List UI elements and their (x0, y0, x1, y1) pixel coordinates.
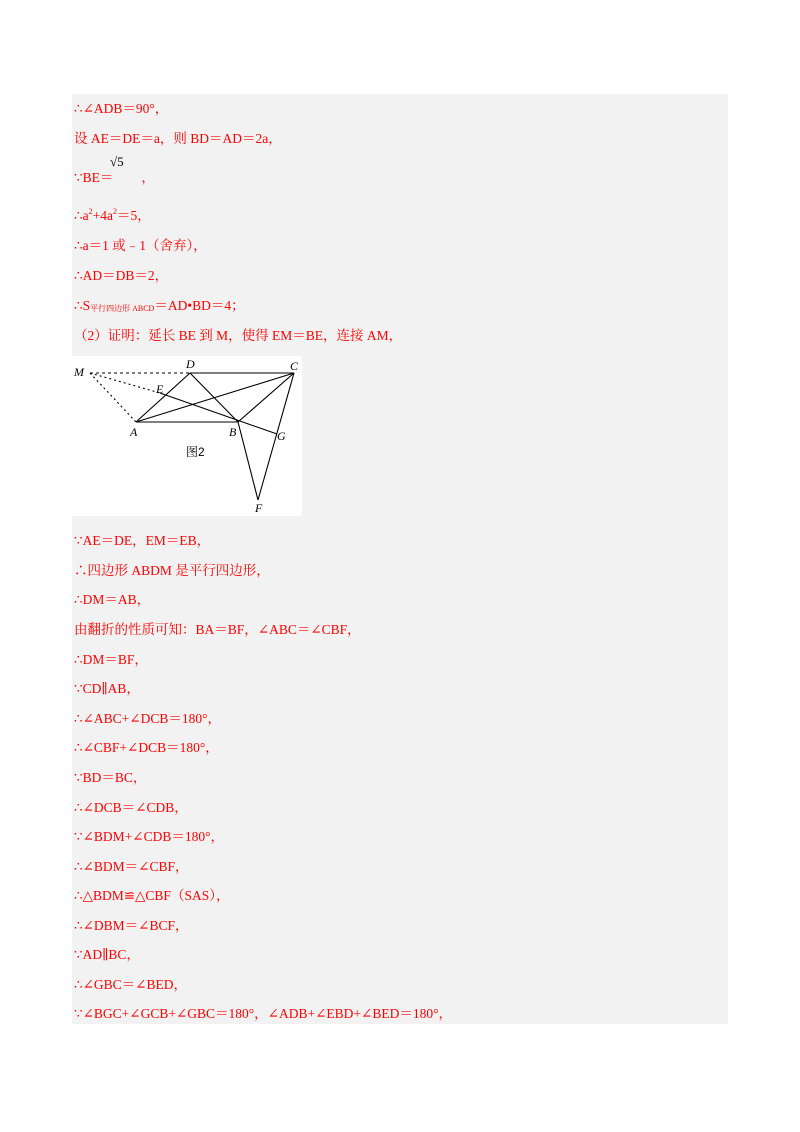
line-text: 由翻折的性质可知：BA＝BF，∠ABC＝∠CBF， (74, 622, 361, 637)
exponent: 2 (88, 207, 93, 216)
line-text: ∵BD＝BC， (74, 770, 147, 785)
line-text: ∴∠CBF+∠DCB＝180°， (74, 740, 219, 755)
segment-me (90, 373, 160, 393)
text-line-9 (74, 533, 210, 549)
line-text: ∴四边形 ABDM 是平行四边形， (74, 563, 270, 578)
segment-ma (90, 373, 136, 422)
line-text: ∴∠ABC+∠DCB＝180°， (74, 711, 221, 726)
figure-caption: 图2 (186, 445, 205, 459)
text-line-7 (74, 298, 245, 317)
line-text: ∵CD∥AB， (74, 681, 140, 696)
solution-block (72, 94, 728, 1024)
text-line-21 (74, 888, 229, 904)
line-text: ∴DM＝AB， (74, 592, 151, 607)
label-g: G (277, 429, 286, 443)
line-text: ∴∠GBC＝∠BED， (74, 977, 187, 992)
label-a: A (130, 425, 138, 439)
line-text: ∴△BDM≌△CBF（SAS）， (74, 888, 230, 903)
geometry-figure (72, 356, 302, 516)
line-text-mid: +4a (92, 208, 113, 223)
line-text: ∴DM＝BF， (74, 652, 148, 667)
segment-cf (258, 373, 294, 500)
text-line-10 (74, 563, 270, 579)
text-line-22 (74, 918, 189, 934)
text-line-4 (74, 208, 151, 224)
line-text: ∴S (74, 298, 91, 313)
label-d: D (186, 357, 195, 371)
line-text: ∵AD∥BC， (74, 947, 140, 962)
subscript: 平行四边形 ABCD (90, 304, 155, 313)
label-e: E (156, 382, 164, 396)
text-line-13 (74, 652, 148, 668)
text-line-14 (74, 681, 140, 697)
label-b: B (229, 425, 237, 439)
line-text-end: ＝5， (116, 208, 151, 223)
label-c: C (290, 359, 299, 373)
text-line-11 (74, 592, 150, 608)
line-text: ∵AE＝DE，EM＝EB， (74, 533, 211, 548)
text-line-16 (74, 740, 219, 756)
sqrt-five: √5 (110, 154, 124, 169)
line-text: ∴a (74, 208, 89, 223)
line-text: 设 AE＝DE＝a，则 BD＝AD＝2a， (74, 131, 282, 146)
figure-svg (72, 356, 302, 516)
exponent: 2 (112, 207, 117, 216)
line-text: ∴∠DCB＝∠CDB， (74, 800, 188, 815)
text-line-15 (74, 711, 221, 727)
segment-bc (238, 373, 294, 422)
line-text: ∵∠BGC+∠GCB+∠GBC＝180°，∠ADB+∠EBD+∠BED＝180°， (74, 1006, 452, 1021)
text-line-1 (74, 101, 168, 117)
text-line-3 (74, 170, 155, 186)
line-text: ∴a＝1 或﹣1（舍弃）， (74, 238, 207, 253)
segment-eg (160, 393, 277, 434)
text-line-8 (74, 328, 402, 344)
line-text: ∴∠DBM＝∠BCF， (74, 918, 189, 933)
text-line-18 (74, 800, 188, 816)
text-line-2 (74, 131, 282, 147)
line-text: ∴AD＝DB＝2， (74, 268, 169, 283)
label-f: F (255, 501, 263, 515)
label-m: M (74, 365, 84, 379)
text-line-5 (74, 238, 207, 254)
segment-bf (238, 422, 258, 500)
line-text: ∴∠ADB＝90°， (74, 101, 169, 116)
line-text-end: ＝AD•BD＝4； (154, 298, 245, 313)
line-text: ∵∠BDM+∠CDB＝180°， (74, 829, 224, 844)
text-line-6 (74, 268, 168, 284)
line-text-end: ， (141, 170, 155, 185)
segment-ac (136, 373, 294, 422)
segment-ad (136, 373, 190, 422)
text-line-17 (74, 770, 146, 786)
text-line-19 (74, 829, 224, 845)
text-line-12 (74, 622, 361, 638)
line-text: ∵BE＝ (74, 170, 114, 185)
text-line-25 (74, 1006, 452, 1022)
text-line-23 (74, 947, 140, 963)
text-line-24 (74, 977, 187, 993)
text-line-20 (74, 859, 189, 875)
line-text: （2）证明：延长 BE 到 M，使得 EM＝BE，连接 AM， (74, 328, 403, 343)
line-text: ∴∠BDM＝∠CBF， (74, 859, 189, 874)
